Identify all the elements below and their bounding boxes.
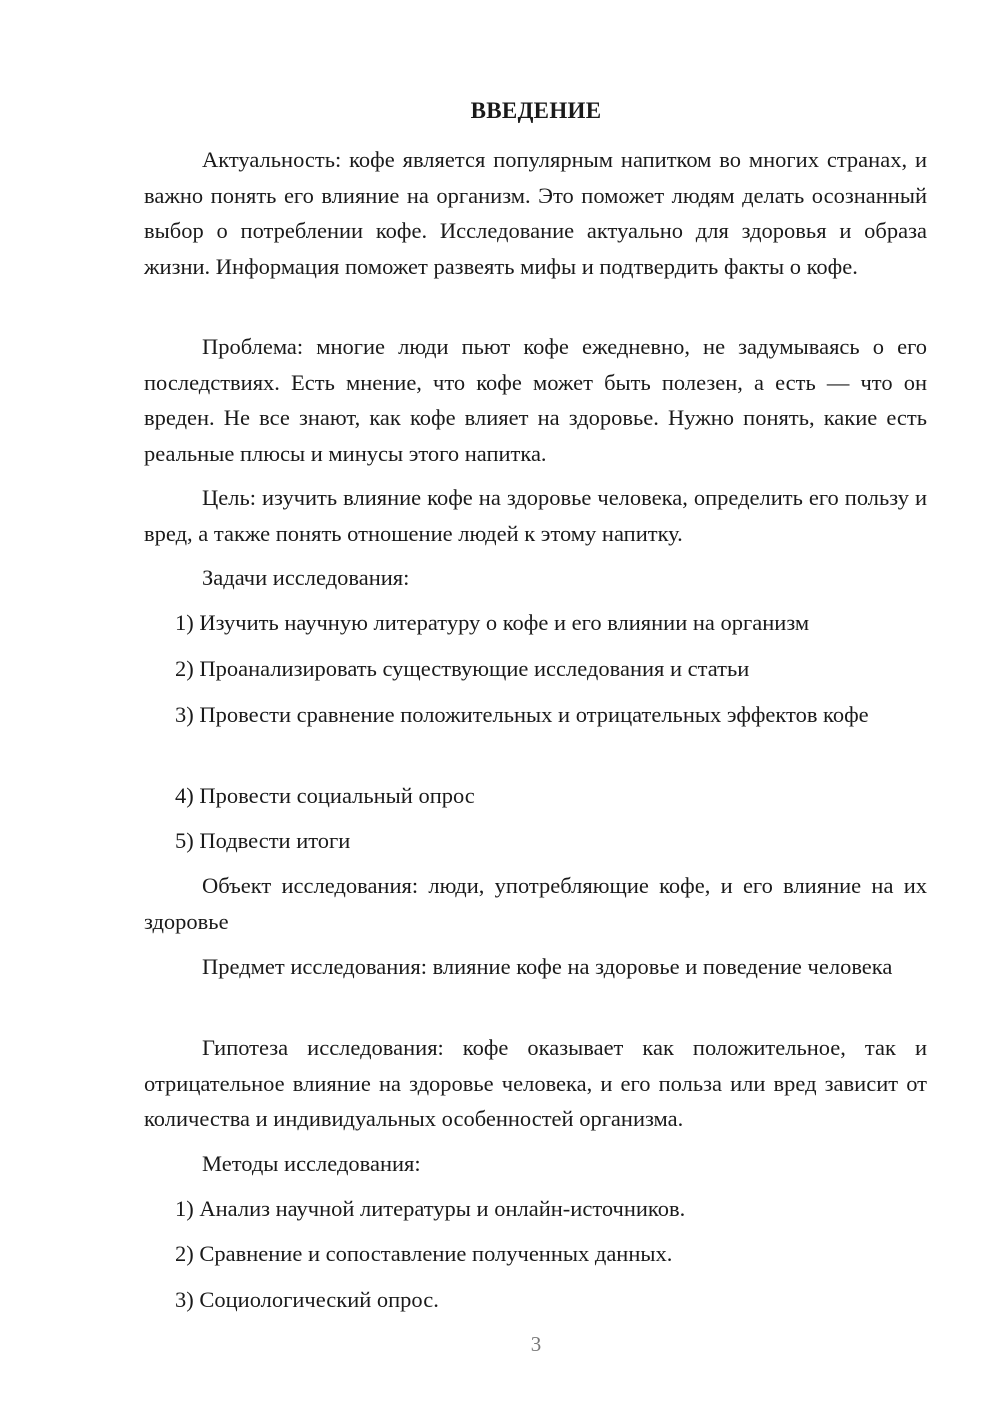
relevance-paragraph: Актуальность: кофе является популярным напитком во многих странах, и важно понять его влияние на организм. Это поможет людям делать осознанный выбор о потреблении кофе. Исследование актуально для здоровья и образа жизни. Информация поможет развеять мифы и подтвердить факты о кофе.	[144, 147, 927, 279]
method-item-1: 1) Анализ научной литературы и онлайн-источников.	[175, 1196, 686, 1221]
task-item-5: 5) Подвести итоги	[175, 828, 351, 853]
subject-paragraph: Предмет исследования: влияние кофе на здоровье и поведение человека	[202, 954, 893, 979]
methods-title: Методы исследования:	[202, 1151, 421, 1176]
method-item-2: 2) Сравнение и сопоставление полученных данных.	[175, 1241, 673, 1266]
object-paragraph: Объект исследования: люди, употребляющие кофе, и его влияние на их здоровье	[144, 873, 927, 934]
task-item-3: 3) Провести сравнение положительных и отрицательных эффектов кофе	[175, 702, 869, 727]
method-item-3: 3) Социологический опрос.	[175, 1287, 439, 1312]
goal-paragraph: Цель: изучить влияние кофе на здоровье человека, определить его пользу и вред, а также понять отношение людей к этому напитку.	[144, 485, 927, 546]
tasks-title: Задачи исследования:	[202, 565, 410, 590]
section-heading: ВВЕДЕНИЕ	[470, 98, 602, 123]
task-item-2: 2) Проанализировать существующие исследования и статьи	[175, 656, 750, 681]
problem-paragraph: Проблема: многие люди пьют кофе ежедневно, не задумываясь о его последствиях. Есть мнение, что кофе может быть полезен, а есть — что он вреден. Не все знают, как кофе влияет на здоровье. Нужно понять, какие есть реальные плюсы и минусы этого напитка.	[144, 334, 927, 466]
page-number: 3	[530, 1332, 542, 1356]
task-item-4: 4) Провести социальный опрос	[175, 783, 475, 808]
task-item-1: 1) Изучить научную литературу о кофе и его влиянии на организм	[175, 610, 810, 635]
hypothesis-paragraph: Гипотеза исследования: кофе оказывает как положительное, так и отрицательное влияние на здоровье человека, и его польза или вред зависит от количества и индивидуальных особенностей организма.	[144, 1035, 927, 1132]
